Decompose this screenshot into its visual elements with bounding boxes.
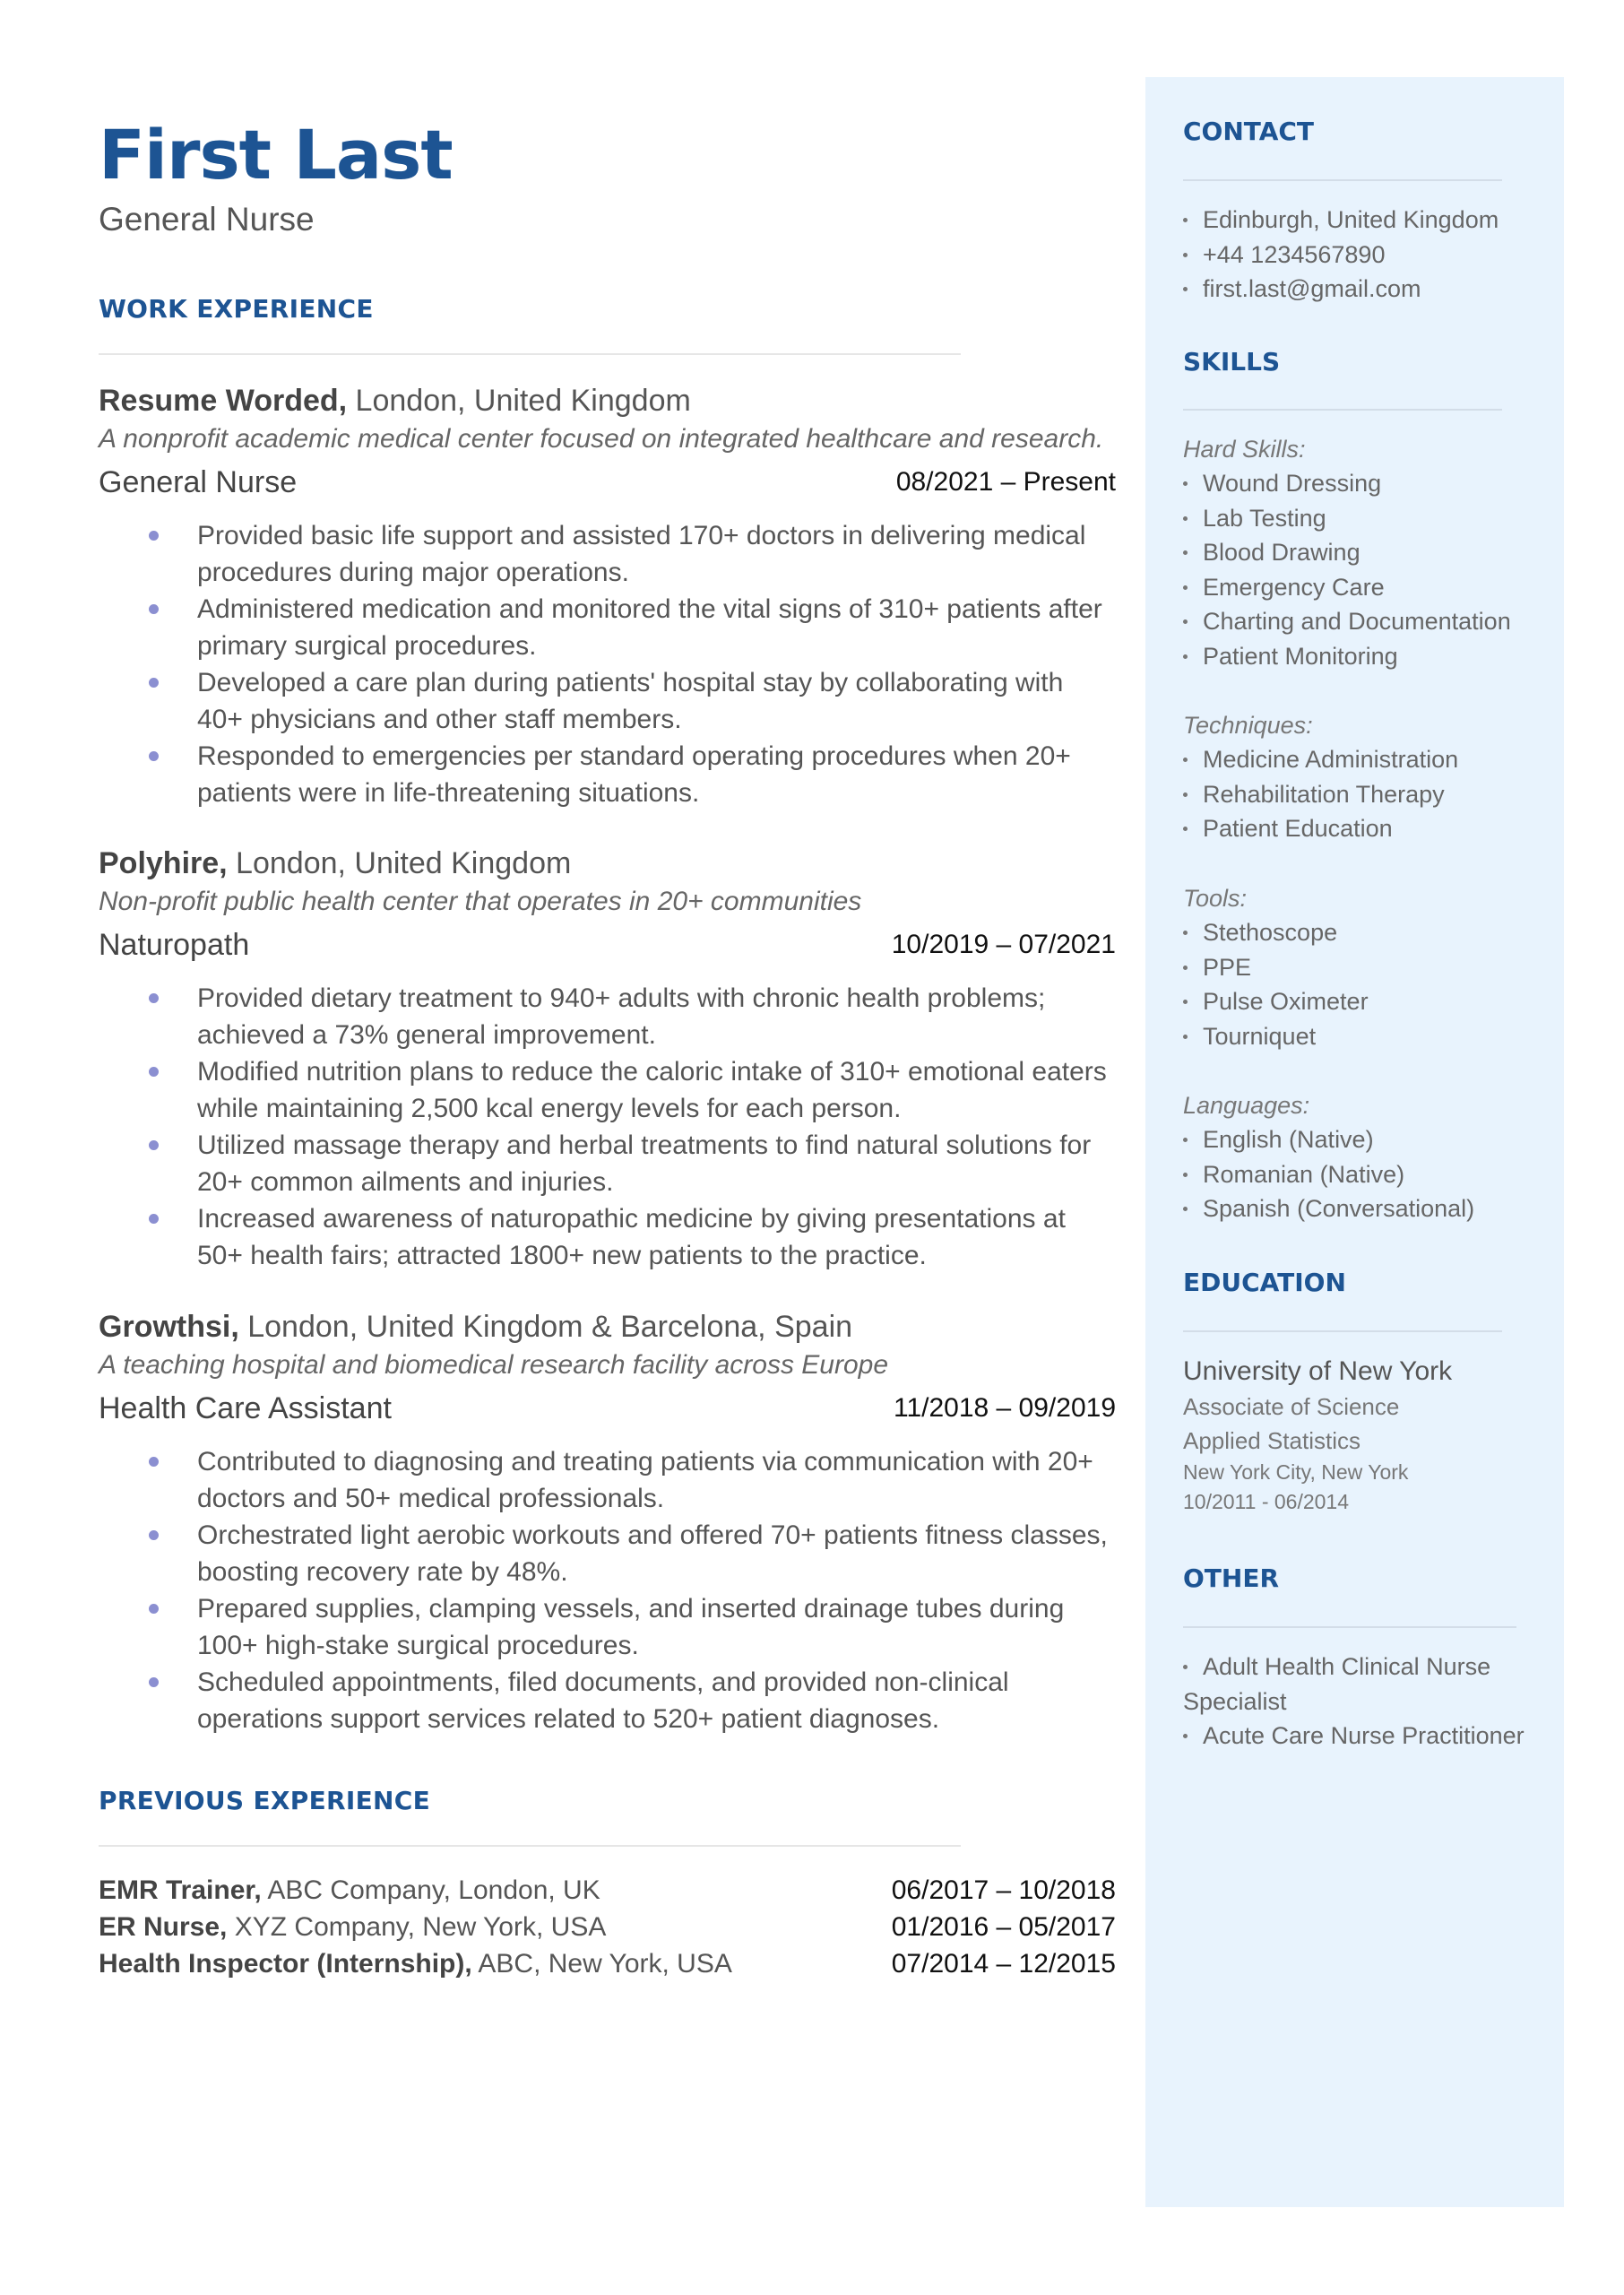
bullet-icon	[1183, 585, 1188, 590]
job-dates: 11/2018 – 09/2019	[893, 1393, 1116, 1423]
bullet-icon	[149, 1140, 159, 1150]
skills-category-label: Languages:	[1183, 1092, 1310, 1119]
bullet-icon	[1183, 619, 1188, 624]
bullet-icon	[1183, 758, 1188, 762]
education-degree: Associate of Science	[1183, 1393, 1400, 1420]
list-item: Utilized massage therapy and herbal treatments to find natural solutions for 20+ common ailments and injuries.	[99, 1127, 1116, 1200]
job-title: General Nurse	[99, 465, 298, 499]
skills-group	[1183, 881, 1551, 1053]
job-title: Naturopath	[99, 928, 250, 962]
bullet-icon	[149, 678, 159, 688]
section-divider	[99, 353, 961, 355]
job-description: Non-profit public health center that operates in 20+ communities	[99, 887, 862, 916]
skills-category-label: Tools:	[1183, 885, 1248, 912]
education-location: New York City, New York	[1183, 1460, 1409, 1484]
bullet-icon	[1183, 1207, 1188, 1211]
candidate-role: General Nurse	[99, 201, 315, 238]
phone-text: +44 1234567890	[1183, 238, 1551, 273]
list-item: Pulse Oximeter	[1183, 984, 1551, 1019]
bullet-icon	[1183, 1665, 1188, 1669]
list-item: PPE	[1183, 950, 1551, 985]
section-divider	[1183, 1330, 1502, 1332]
job-dates: 07/2014 – 12/2015	[891, 1949, 1116, 1979]
job-entry	[99, 846, 1116, 1274]
contact-list	[1183, 203, 1551, 307]
previous-experience-list	[99, 1875, 1116, 1986]
list-item: EMR Trainer, ABC Company, London, UK 06/2017 – 10/2018	[99, 1875, 1116, 1905]
list-item: Adult Health Clinical Nurse Specialist	[1183, 1653, 1491, 1715]
location-text: Edinburgh, United Kingdom	[1183, 203, 1551, 238]
bullet-icon	[149, 751, 159, 761]
job-dates: 01/2016 – 05/2017	[891, 1912, 1116, 1942]
bullet-icon	[1183, 287, 1188, 291]
bullet-icon	[1183, 1035, 1188, 1039]
bullet-icon	[1183, 931, 1188, 935]
list-item: Stethoscope	[1183, 915, 1551, 950]
section-divider	[99, 1845, 961, 1847]
section-divider	[1183, 1626, 1516, 1628]
bullet-icon	[1183, 481, 1188, 486]
bullet-icon	[1183, 792, 1188, 797]
job-bullets	[99, 1443, 1116, 1737]
list-item: English (Native)	[1183, 1122, 1551, 1157]
education-field: Applied Statistics	[1183, 1427, 1361, 1454]
list-item: Increased awareness of naturopathic medicine by giving presentations at 50+ health fairs; attracted 1800+ new patients to the practice.	[99, 1200, 1116, 1274]
list-item: Orchestrated light aerobic workouts and offered 70+ patients fitness classes, boosting recovery rate by 48%.	[99, 1517, 1116, 1590]
list-item: Acute Care Nurse Practitioner	[1183, 1719, 1551, 1754]
job-company: Polyhire, London, United Kingdom	[99, 846, 572, 880]
job-entry	[99, 384, 1116, 811]
list-item: Charting and Documentation	[1183, 604, 1551, 639]
job-dates: 06/2017 – 10/2018	[891, 1875, 1116, 1905]
job-dates: 10/2019 – 07/2021	[891, 930, 1116, 959]
list-item: Modified nutrition plans to reduce the caloric intake of 310+ emotional eaters while maintaining 2,500 kcal energy levels for each person.	[99, 1053, 1116, 1127]
job-company: Resume Worded, London, United Kingdom	[99, 384, 691, 418]
list-item: ER Nurse, XYZ Company, New York, USA 01/2016 – 05/2017	[99, 1912, 1116, 1942]
job-description: A nonprofit academic medical center focused on integrated healthcare and research.	[99, 424, 1104, 454]
bullet-icon	[1183, 1000, 1188, 1004]
job-bullets	[99, 517, 1116, 811]
list-item: Emergency Care	[1183, 570, 1551, 605]
work-experience-heading: WORK EXPERIENCE	[99, 294, 374, 324]
education-heading: EDUCATION	[1183, 1268, 1346, 1297]
bullet-icon	[149, 1677, 159, 1687]
job-bullets	[99, 980, 1116, 1274]
list-item: Spanish (Conversational)	[1183, 1191, 1551, 1226]
education-dates: 10/2011 - 06/2014	[1183, 1490, 1350, 1513]
skills-category-label: Techniques:	[1183, 712, 1313, 739]
skills-group	[1183, 432, 1551, 673]
bullet-icon	[149, 1067, 159, 1077]
job-company: Growthsi, London, United Kingdom & Barcelona, Spain	[99, 1310, 853, 1344]
list-item: Responded to emergencies per standard operating procedures when 20+ patients were in life-threatening situations.	[99, 738, 1116, 811]
list-item: Prepared supplies, clamping vessels, and inserted drainage tubes during 100+ high-stake surgical procedures.	[99, 1590, 1116, 1664]
sidebar	[1145, 77, 1564, 2207]
list-item: Medicine Administration	[1183, 742, 1551, 777]
bullet-icon	[1183, 654, 1188, 659]
bullet-icon	[1183, 1734, 1188, 1738]
education-school: University of New York	[1183, 1356, 1453, 1386]
skills-heading: SKILLS	[1183, 347, 1281, 377]
skills-category-label: Hard Skills:	[1183, 436, 1306, 463]
bullet-icon	[149, 1604, 159, 1614]
list-item: Lab Testing	[1183, 501, 1551, 536]
skills-group	[1183, 1088, 1551, 1226]
list-item: Administered medication and monitored the vital signs of 310+ patients after primary surgical procedures.	[99, 591, 1116, 664]
bullet-icon	[149, 531, 159, 541]
list-item: Provided dietary treatment to 940+ adults with chronic health problems; achieved a 73% general improvement.	[99, 980, 1116, 1053]
bullet-icon	[1183, 827, 1188, 831]
bullet-icon	[149, 1214, 159, 1224]
list-item: Contributed to diagnosing and treating patients via communication with 20+ doctors and 50+ medical professionals.	[99, 1443, 1116, 1517]
contact-heading: CONTACT	[1183, 117, 1315, 146]
bullet-icon	[1183, 550, 1188, 555]
bullet-icon	[149, 1530, 159, 1540]
list-item: Romanian (Native)	[1183, 1157, 1551, 1192]
bullet-icon	[1183, 1138, 1188, 1142]
list-item: Provided basic life support and assisted 170+ doctors in delivering medical procedures during major operations.	[99, 517, 1116, 591]
list-item: Rehabilitation Therapy	[1183, 777, 1551, 812]
bullet-icon	[1183, 1173, 1188, 1177]
list-item: Tourniquet	[1183, 1019, 1551, 1054]
bullet-icon	[1183, 253, 1188, 257]
list-item: Patient Monitoring	[1183, 639, 1551, 674]
other-heading: OTHER	[1183, 1563, 1280, 1593]
candidate-name: First Last	[99, 115, 453, 195]
job-description: A teaching hospital and biomedical research facility across Europe	[99, 1350, 889, 1380]
skills-group	[1183, 708, 1551, 846]
bullet-icon	[1183, 218, 1188, 222]
education-entry	[1183, 1354, 1551, 1517]
bullet-icon	[1183, 516, 1188, 521]
list-item: Health Inspector (Internship), ABC, New York, USA 07/2014 – 12/2015	[99, 1949, 1116, 1979]
list-item: Wound Dressing	[1183, 466, 1551, 501]
bullet-icon	[1183, 966, 1188, 970]
bullet-icon	[149, 993, 159, 1003]
other-list	[1183, 1650, 1551, 1754]
bullet-icon	[149, 1457, 159, 1467]
job-entry	[99, 1310, 1116, 1737]
job-dates: 08/2021 – Present	[895, 467, 1116, 497]
job-title: Health Care Assistant	[99, 1391, 392, 1425]
email-text: first.last@gmail.com	[1183, 272, 1551, 307]
section-divider	[1183, 409, 1502, 411]
list-item: Scheduled appointments, filed documents, and provided non-clinical operations support services related to 520+ patient diagnoses.	[99, 1664, 1116, 1737]
bullet-icon	[149, 604, 159, 614]
section-divider	[1183, 179, 1502, 181]
previous-experience-heading: PREVIOUS EXPERIENCE	[99, 1786, 431, 1815]
list-item: Blood Drawing	[1183, 535, 1551, 570]
list-item: Developed a care plan during patients' hospital stay by collaborating with 40+ physicians and other staff members.	[99, 664, 1116, 738]
list-item: Patient Education	[1183, 811, 1551, 846]
